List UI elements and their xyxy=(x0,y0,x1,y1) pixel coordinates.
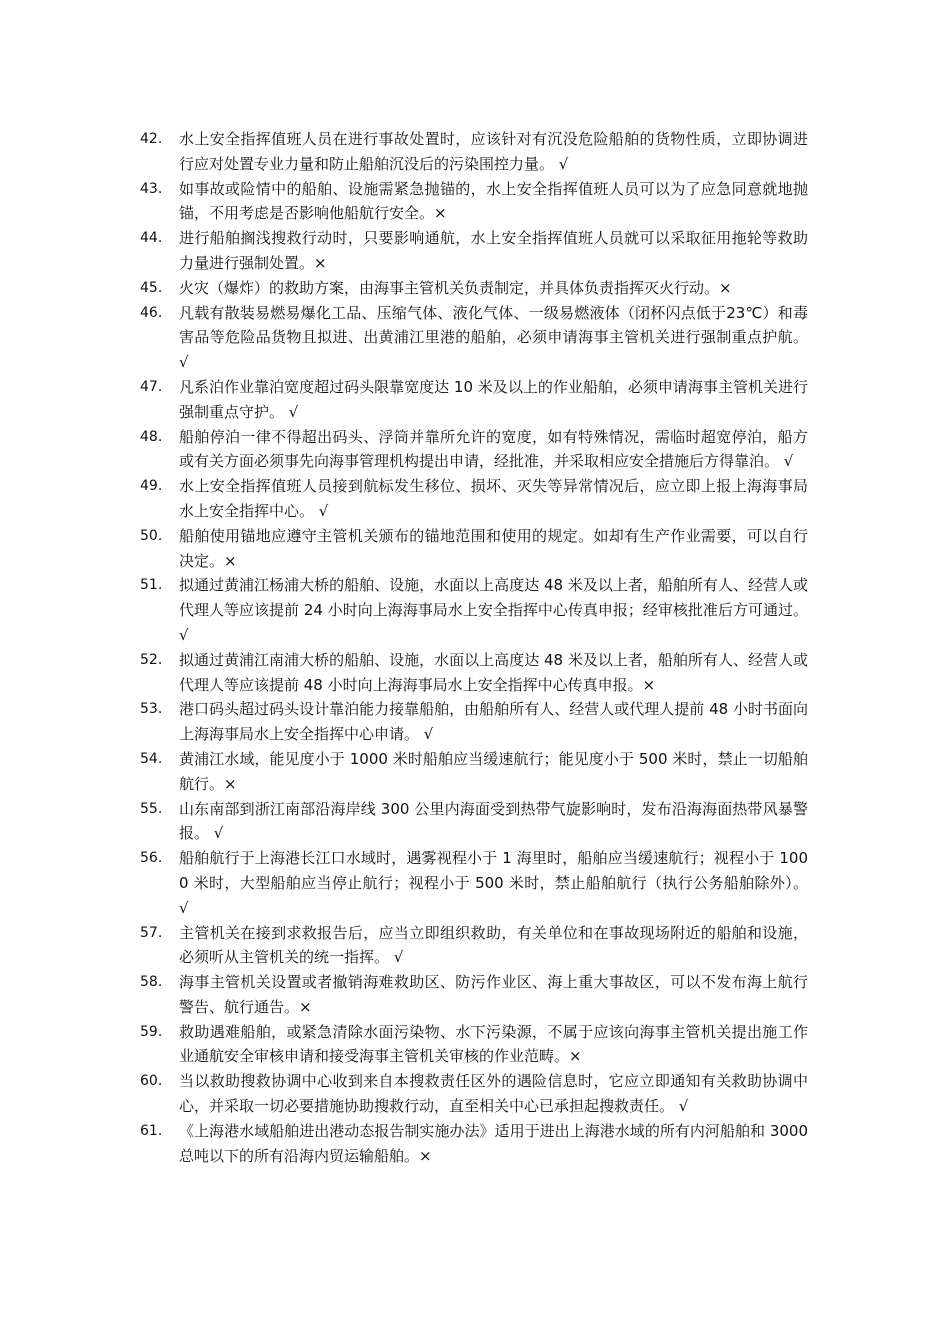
question-number: 51. xyxy=(140,577,163,594)
question-text: 拟通过黄浦江杨浦大桥的船舶、设施，水面以上高度达 48 米及以上者，船舶所有人、经营人或代理人等应该提前 24 小时向上海海事局水上安全指挥中心传真申报；经审核批准后方可通过。 √ xyxy=(179,576,808,644)
list-item xyxy=(140,797,808,847)
question-text: 凡载有散装易燃易爆化工品、压缩气体、液化气体、一级易燃液体（闭杯闪点低于23℃）和毒害品等危险品货物且拟进、出黄浦江里港的船舶，必须申请海事主管机关进行强制重点护航。 √ xyxy=(179,303,808,372)
question-number: 54. xyxy=(140,750,163,767)
question-number: 46. xyxy=(140,304,163,321)
list-item xyxy=(140,375,808,425)
question-number: 59. xyxy=(140,1023,163,1040)
list-item xyxy=(140,1069,808,1119)
question-text: 黄浦江水域，能见度小于 1000 米时船舶应当缓速航行；能见度小于 500 米时，禁止一切船舶航行。× xyxy=(179,749,808,793)
question-number: 52. xyxy=(140,651,163,668)
list-item xyxy=(140,747,808,797)
list-item xyxy=(140,127,808,177)
question-number: 49. xyxy=(140,478,163,495)
question-text: 船舶航行于上海港长江口水域时，遇雾视程小于 1 海里时，船舶应当缓速航行；视程小于 1000 米时，大型船舶应当停止航行；视程小于 500 米时，禁止船舶航行（执行公务船舶除外）。 √ xyxy=(179,849,808,917)
list-item xyxy=(140,276,808,301)
question-text: 当以救助搜救协调中心收到来自本搜救责任区外的遇险信息时，它应立即通知有关救助协调中心，并采取一切必要措施协助搜救行动，直至相关中心已承担起搜救责任。 √ xyxy=(179,1072,808,1116)
question-number: 56. xyxy=(140,850,163,867)
list-item xyxy=(140,301,808,375)
question-number: 53. xyxy=(140,701,163,718)
question-text: 水上安全指挥值班人员接到航标发生移位、损坏、灭失等异常情况后，应立即上报上海海事局水上安全指挥中心。 √ xyxy=(179,477,808,520)
list-item xyxy=(140,573,808,647)
question-number: 48. xyxy=(140,428,163,445)
question-number: 57. xyxy=(140,924,163,941)
question-number: 44. xyxy=(140,230,163,247)
list-item xyxy=(140,524,808,574)
question-number: 45. xyxy=(140,279,163,296)
question-text: 进行船舶搁浅搜救行动时，只要影响通航，水上安全指挥值班人员就可以采取征用拖轮等救助力量进行强制处置。× xyxy=(179,229,808,272)
list-item xyxy=(140,425,808,475)
question-text: 船舶停泊一律不得超出码头、浮筒并靠所允许的宽度，如有特殊情况，需临时超宽停泊，船方或有关方面必须事先向海事管理机构提出申请，经批准，并采取相应安全措施后方得靠泊。 √ xyxy=(179,427,808,471)
question-text: 如事故或险情中的船舶、设施需紧急抛锚的，水上安全指挥值班人员可以为了应急同意就地抛锚，不用考虑是否影响他船航行安全。× xyxy=(179,179,808,223)
question-list xyxy=(140,127,808,1168)
question-text: 救助遇难船舶，或紧急清除水面污染物、水下污染源，不属于应该向海事主管机关提出施工作业通航安全审核申请和接受海事主管机关审核的作业范畴。× xyxy=(179,1022,808,1066)
question-number: 43. xyxy=(140,180,163,197)
list-item xyxy=(140,697,808,747)
list-item xyxy=(140,846,808,920)
list-item xyxy=(140,921,808,971)
question-text: 船舶使用锚地应遵守主管机关颁布的锚地范围和使用的规定。如却有生产作业需要，可以自行决定。× xyxy=(179,526,808,570)
question-text: 拟通过黄浦江南浦大桥的船舶、设施，水面以上高度达 48 米及以上者，船舶所有人、经营人或代理人等应该提前 48 小时向上海海事局水上安全指挥中心传真申报。× xyxy=(179,650,808,694)
question-number: 58. xyxy=(140,974,163,991)
question-text: 水上安全指挥值班人员在进行事故处置时，应该针对有沉没危险船舶的货物性质，立即协调进行应对处置专业力量和防止船舶沉没后的污染围控力量。 √ xyxy=(179,130,808,173)
question-number: 55. xyxy=(140,800,163,817)
question-text: 海事主管机关设置或者撤销海难救助区、防污作业区、海上重大事故区，可以不发布海上航行警告、航行通告。× xyxy=(179,973,808,1016)
question-number: 61. xyxy=(140,1122,163,1139)
question-text: 主管机关在接到求救报告后，应当立即组织救助，有关单位和在事故现场附近的船舶和设施，必须听从主管机关的统一指挥。 √ xyxy=(179,923,808,967)
question-text: 火灾（爆炸）的救助方案，由海事主管机关负责制定，并具体负责指挥灭火行动。× xyxy=(179,278,732,297)
list-item xyxy=(140,1020,808,1070)
question-text: 港口码头超过码头设计靠泊能力接靠船舶，由船舶所有人、经营人或代理人提前 48 小时书面向上海海事局水上安全指挥中心申请。 √ xyxy=(179,700,808,744)
list-item xyxy=(140,970,808,1020)
list-item xyxy=(140,226,808,276)
question-number: 60. xyxy=(140,1073,163,1090)
question-text: 山东南部到浙江南部沿海岸线 300 公里内海面受到热带气旋影响时，发布沿海海面热带风暴警报。 √ xyxy=(179,799,808,843)
question-text: 凡系泊作业靠泊宽度超过码头限靠宽度达 10 米及以上的作业船舶，必须申请海事主管机关进行强制重点守护。 √ xyxy=(179,377,808,421)
list-item xyxy=(140,177,808,227)
question-number: 42. xyxy=(140,131,163,147)
question-number: 47. xyxy=(140,378,163,395)
list-item xyxy=(140,474,808,524)
question-text: 《上海港水域船舶进出港动态报告制实施办法》适用于进出上海港水域的所有内河船舶和 3000 总吨以下的所有沿海内贸运输船舶。× xyxy=(179,1121,808,1165)
list-item xyxy=(140,1119,808,1169)
list-item xyxy=(140,648,808,698)
question-number: 50. xyxy=(140,527,163,544)
